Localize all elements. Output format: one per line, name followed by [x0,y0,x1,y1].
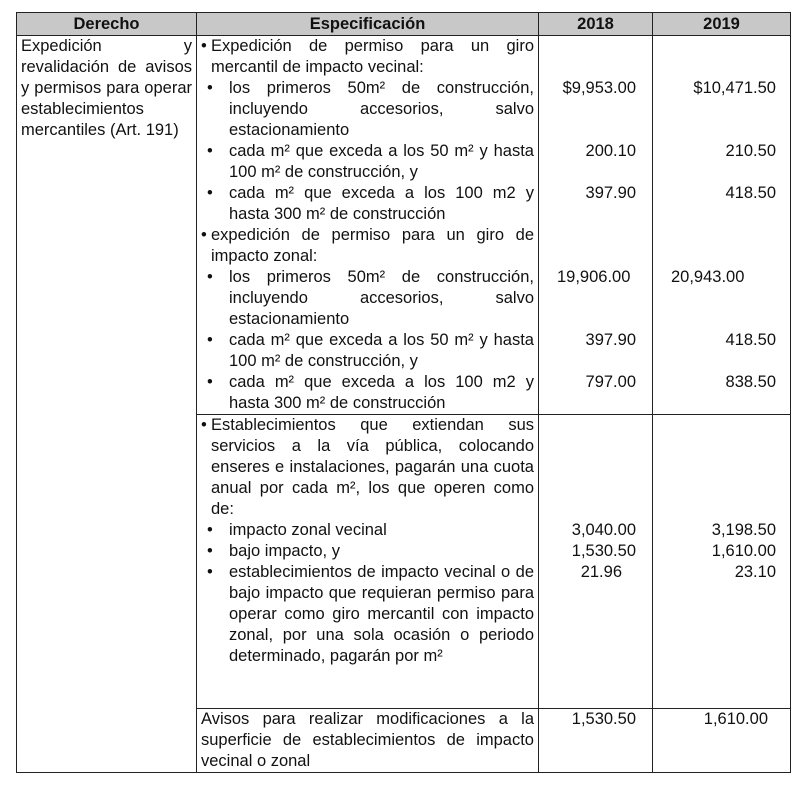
value-2018: 200.10 [585,142,636,160]
list-item [201,225,534,267]
value-2018: 19,906.00 [557,268,631,286]
value-2019: 3,198.50 [711,521,776,539]
value-2018: 397.90 [585,184,636,202]
bullet-icon: • [201,416,207,434]
value-2018: 1,530.50 [571,542,636,560]
bullet-icon: • [201,37,207,55]
value-cell-2019 [653,36,791,415]
header-2018: 2018 [539,13,653,36]
spec-cell-2 [197,415,539,709]
item-text: establecimientos de impacto vecinal o de bajo impacto que requieran permiso para operar como giro mercantil con impacto zonal, por una sola ocasión o periodo determinado, pagarán por m² [229,563,534,665]
list-item [201,78,534,141]
value-cell-2018 [539,709,653,773]
value-cell-2018 [539,36,653,415]
spec-cell-1 [197,36,539,415]
bullet-icon: • [207,373,213,391]
header-especificacion: Especificación [197,13,539,36]
table-row [17,36,791,415]
item-text: los primeros 50m² de construcción, incluyendo accesorios, salvo estacionamiento [229,79,534,139]
value-2019: 1,610.00 [711,542,776,560]
item-text: impacto zonal vecinal [229,521,387,539]
list-item [201,183,534,225]
item-text: cada m² que exceda a los 100 m2 y hasta 300 m² de construcción [229,373,534,412]
header-2019: 2019 [653,13,791,36]
bullet-icon: • [201,226,207,244]
header-row [17,13,791,36]
list-item [201,520,534,541]
value-2019: 838.50 [725,373,776,391]
bullet-icon: • [207,542,213,560]
value-cell-2018 [539,415,653,709]
list-item [201,141,534,183]
item-text: los primeros 50m² de construcción, incluyendo accesorios, salvo estacionamiento [229,268,534,328]
value-2018: 797.00 [585,373,636,391]
value-cell-2019 [653,415,791,709]
value-2019: 20,943.00 [671,268,745,286]
group-title: Expedición de permiso para un giro mercantil de impacto vecinal: [211,37,534,76]
value-2018: 3,040.00 [571,521,636,539]
value-2019: 418.50 [725,184,776,202]
bullet-icon: • [207,79,213,97]
value-2018: 21.96 [580,563,622,581]
derecho-cell [17,36,197,773]
bullet-icon: • [207,142,213,160]
header-derecho: Derecho [17,13,197,36]
list-item [201,372,534,414]
item-text: cada m² que exceda a los 50 m² y hasta 100 m² de construcción, y [229,331,534,370]
list-item [201,267,534,330]
value-2018: 1,530.50 [571,710,636,728]
list-item [201,562,534,667]
value-2019: 210.50 [725,142,776,160]
value-cell-2019 [653,709,791,773]
derecho-text: Expedición y revalidación de avisos y permisos para operar establecimientos mercantiles (Art. 191) [21,37,192,139]
fees-table [16,12,791,773]
value-2019: 1,610.00 [703,710,768,728]
bullet-icon: • [207,521,213,539]
list-item [201,541,534,562]
bullet-icon: • [207,184,213,202]
list-item [201,36,534,78]
group-title: expedición de permiso para un giro de impacto zonal: [211,226,534,265]
list-item [201,330,534,372]
item-text: cada m² que exceda a los 100 m2 y hasta 300 m² de construcción [229,184,534,223]
bullet-icon: • [207,268,213,286]
item-text: cada m² que exceda a los 50 m² y hasta 100 m² de construcción, y [229,142,534,181]
value-2018: $9,953.00 [562,79,636,97]
list-item [201,415,534,520]
section3-text: Avisos para realizar modificaciones a la superficie de establecimientos de impacto vecinal o zonal [201,710,534,770]
spec-cell-3 [197,709,539,773]
bullet-icon: • [207,331,213,349]
value-2019: 418.50 [725,331,776,349]
value-2019: $10,471.50 [693,79,776,97]
section-intro: Establecimientos que extiendan sus servicios a la vía pública, colocando enseres e instalaciones, pagarán una cuota anual por cada m², los que operen como de: [211,416,534,518]
bullet-icon: • [207,563,213,581]
item-text: bajo impacto, y [229,542,340,560]
value-2018: 397.90 [585,331,636,349]
value-2019: 23.10 [734,563,776,581]
